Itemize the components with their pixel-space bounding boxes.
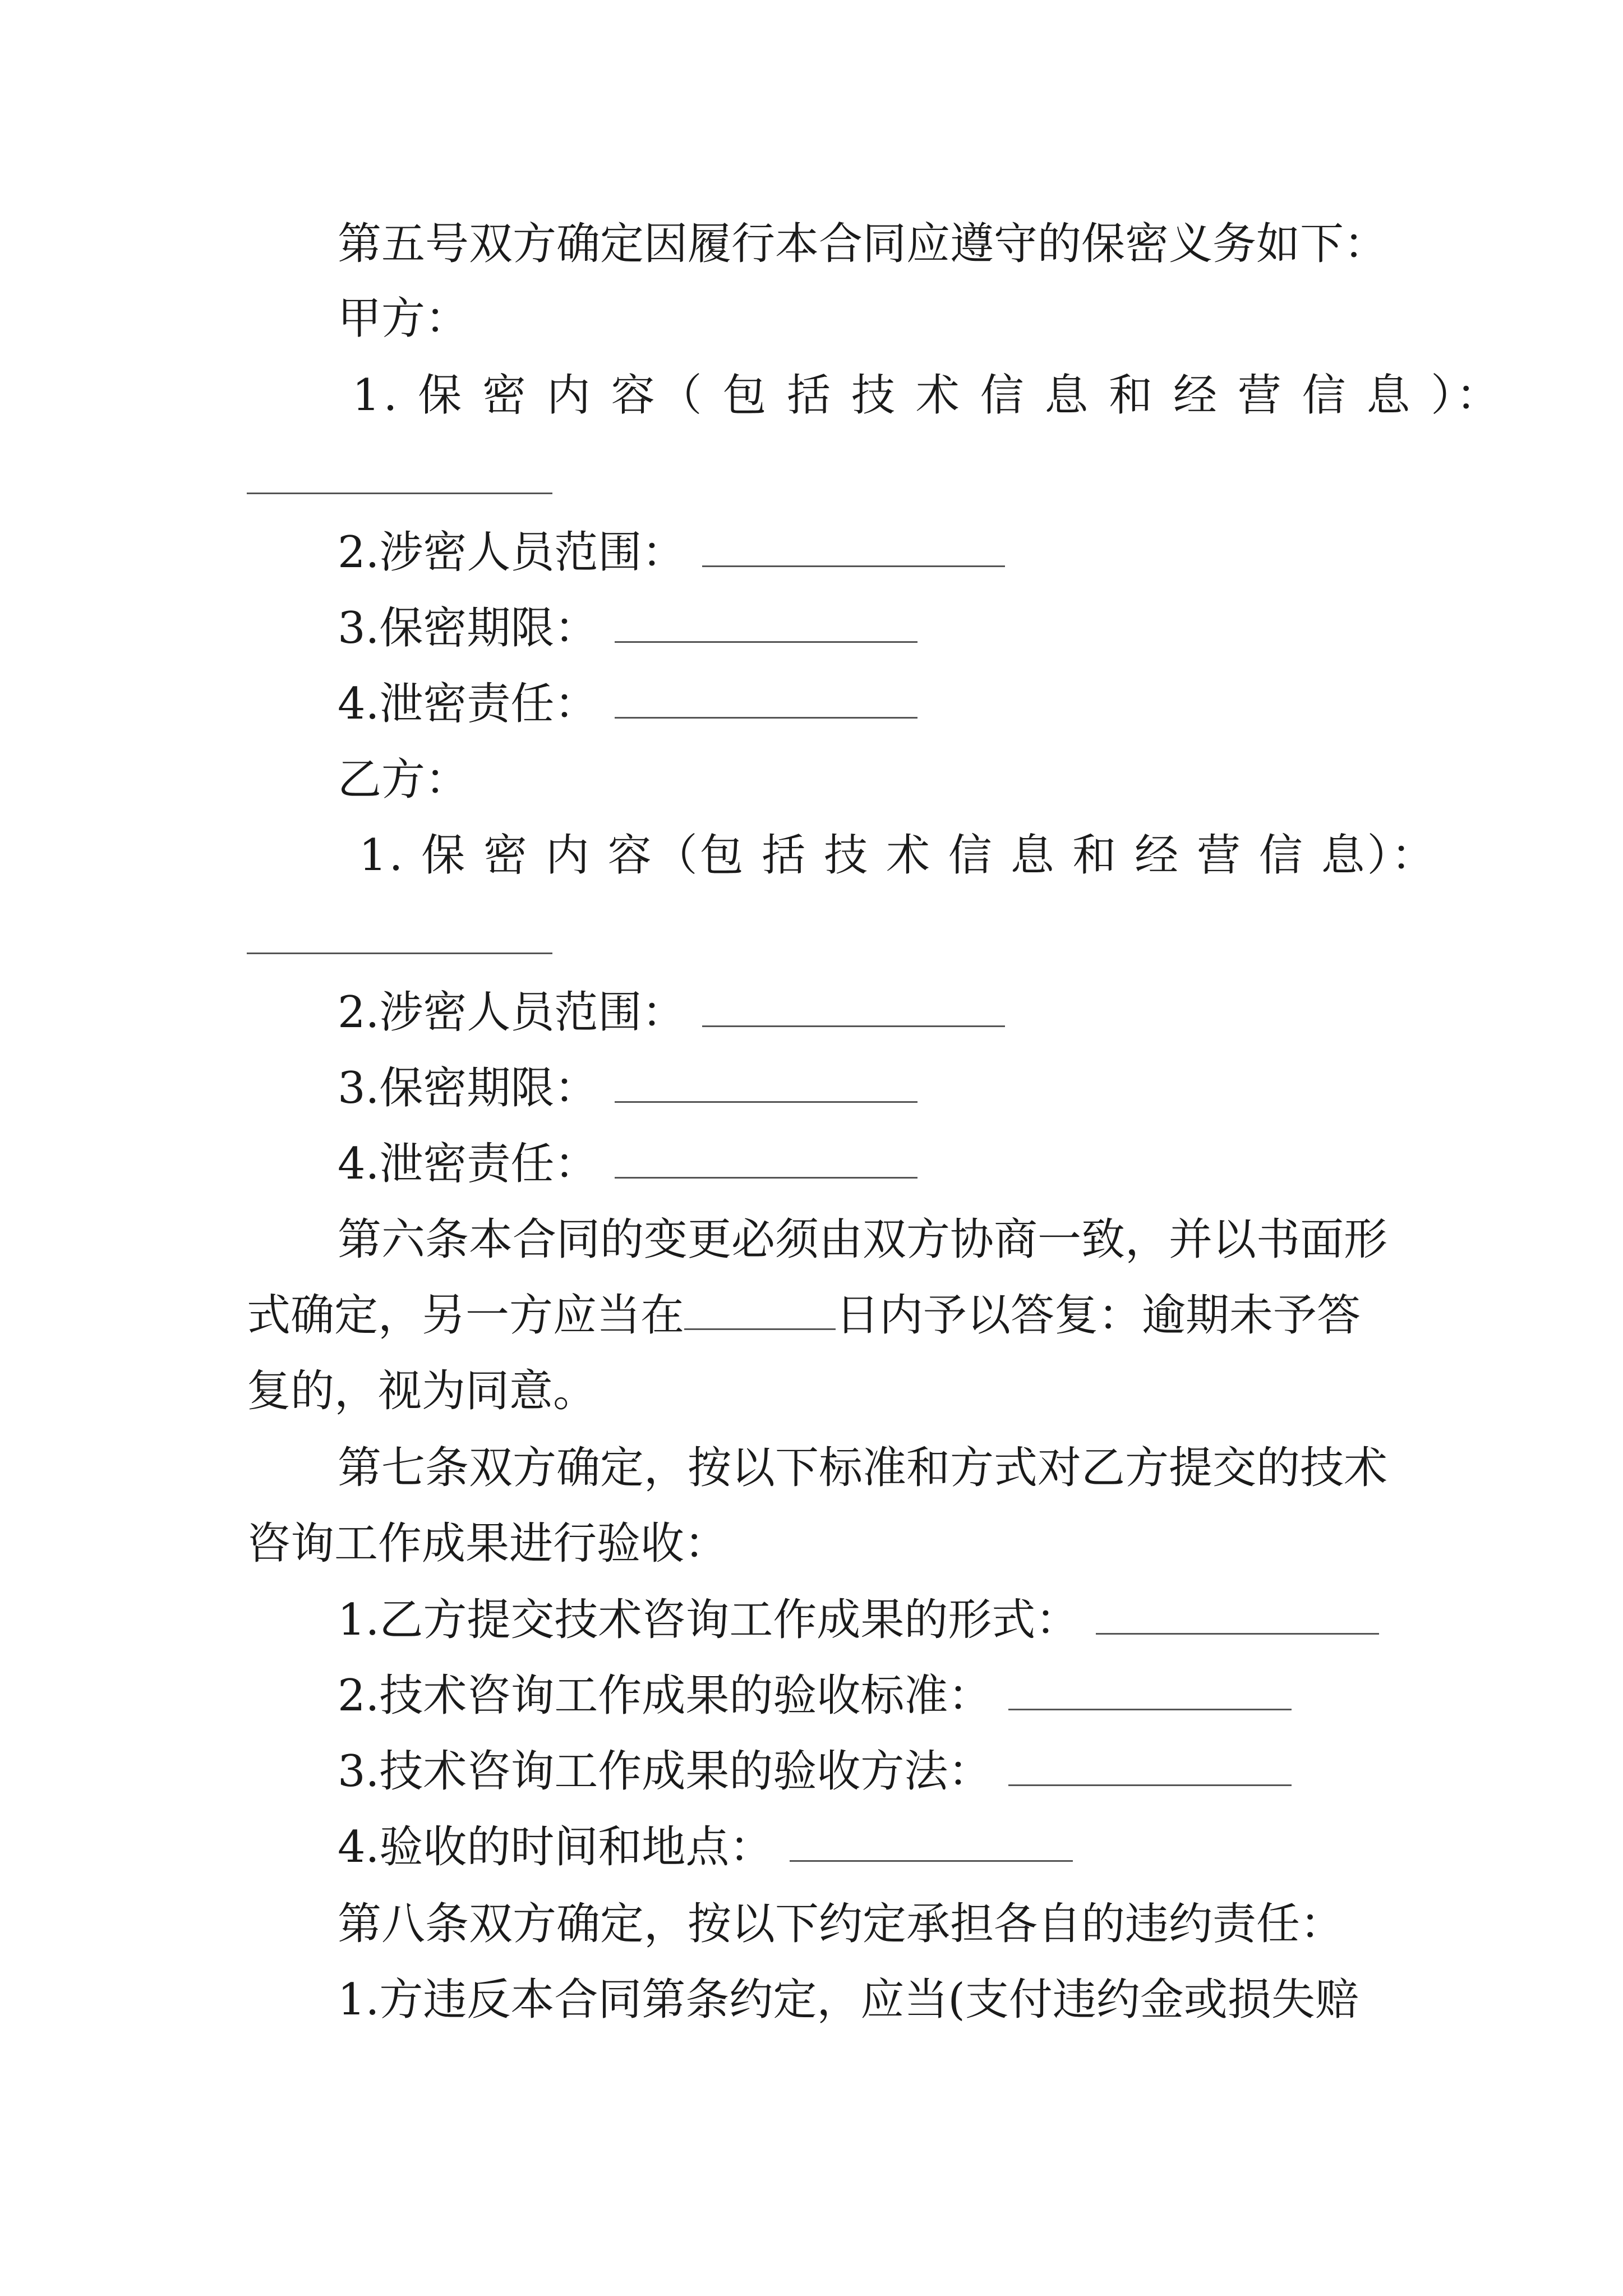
article7-item4-label: 4.验收的时间和地点： (338, 1822, 773, 1872)
article7-item1 (338, 1592, 1379, 1648)
partyB-item3 (338, 1060, 917, 1116)
article7-item4 (338, 1819, 1073, 1875)
article7-item1-label: 1.乙方提交技术咨询工作成果的形式： (338, 1595, 1080, 1645)
article6-line2-b: 日内予以答复：逾期未予答 (836, 1290, 1361, 1341)
article7-item3-label: 3.技术咨询工作成果的验收方法： (338, 1746, 992, 1797)
partyA-item4-label: 4.泄密责任： (338, 679, 598, 729)
article7-line2: 咨询工作成果进行验收： (247, 1519, 728, 1569)
partyA-item4 (338, 676, 917, 732)
article6-line2-a: 式确定，另一方应当在 (247, 1290, 685, 1341)
article7-line1: 第七条双方确定，按以下标准和方式对乙方提交的技术 (338, 1443, 1388, 1493)
article6-line2 (247, 1287, 1361, 1343)
partyA-item2-label: 2.涉密人员范围： (338, 527, 686, 578)
partyB-item4 (338, 1136, 917, 1192)
partyB-item3-blank (615, 1062, 917, 1103)
article6-days-blank (684, 1289, 836, 1330)
article7-item2 (338, 1668, 1292, 1724)
partyB-item3-label: 3.保密期限： (338, 1063, 598, 1114)
partyA-item3-blank (615, 602, 917, 643)
partyB-label: 乙方： (338, 754, 469, 805)
partyA-item3 (338, 600, 917, 656)
partyB-item4-label: 4.泄密责任： (338, 1139, 598, 1189)
partyB-item2-blank (702, 986, 1005, 1027)
partyA-item2 (338, 524, 1005, 581)
partyA-item1-blank (247, 493, 552, 494)
partyA-label: 甲方： (338, 293, 469, 344)
partyB-item2 (338, 984, 1005, 1041)
article6-line3: 复的，视为同意。 (247, 1366, 597, 1416)
partyA-item1: 1. 保 密 内 容（ 包 括 技 术 信 息 和 经 营 信 息 ）： (352, 370, 1504, 421)
article7-item1-blank (1096, 1594, 1379, 1635)
article6-line1: 第六条本合同的变更必须由双方协商一致，并以书面形 (338, 1214, 1388, 1265)
article8-item1: 1.方违反本合同第条约定，应当(支付违约金或损失赔 (338, 1975, 1359, 2025)
partyB-item1-blank (247, 953, 552, 954)
partyA-item4-blank (615, 678, 917, 719)
article8-line1: 第八条双方确定，按以下约定承担各自的违约责任： (338, 1899, 1344, 1949)
article7-item2-label: 2.技术咨询工作成果的验收标准： (338, 1671, 992, 1721)
article7-item4-blank (790, 1821, 1073, 1862)
partyB-item4-blank (615, 1138, 917, 1179)
partyB-item2-label: 2.涉密人员范围： (338, 987, 686, 1038)
article7-item3 (338, 1743, 1292, 1800)
article7-item3-blank (1008, 1745, 1292, 1786)
article7-item2-blank (1008, 1669, 1292, 1710)
partyA-item2-blank (702, 526, 1005, 567)
partyA-item3-label: 3.保密期限： (338, 603, 598, 654)
partyB-item1: 1. 保 密 内 容（包 括 技 术 信 息 和 经 营 信 息）： (359, 830, 1437, 881)
article5-title: 第五号双方确定因履行本合同应遵守的保密义务如下： (338, 219, 1388, 269)
